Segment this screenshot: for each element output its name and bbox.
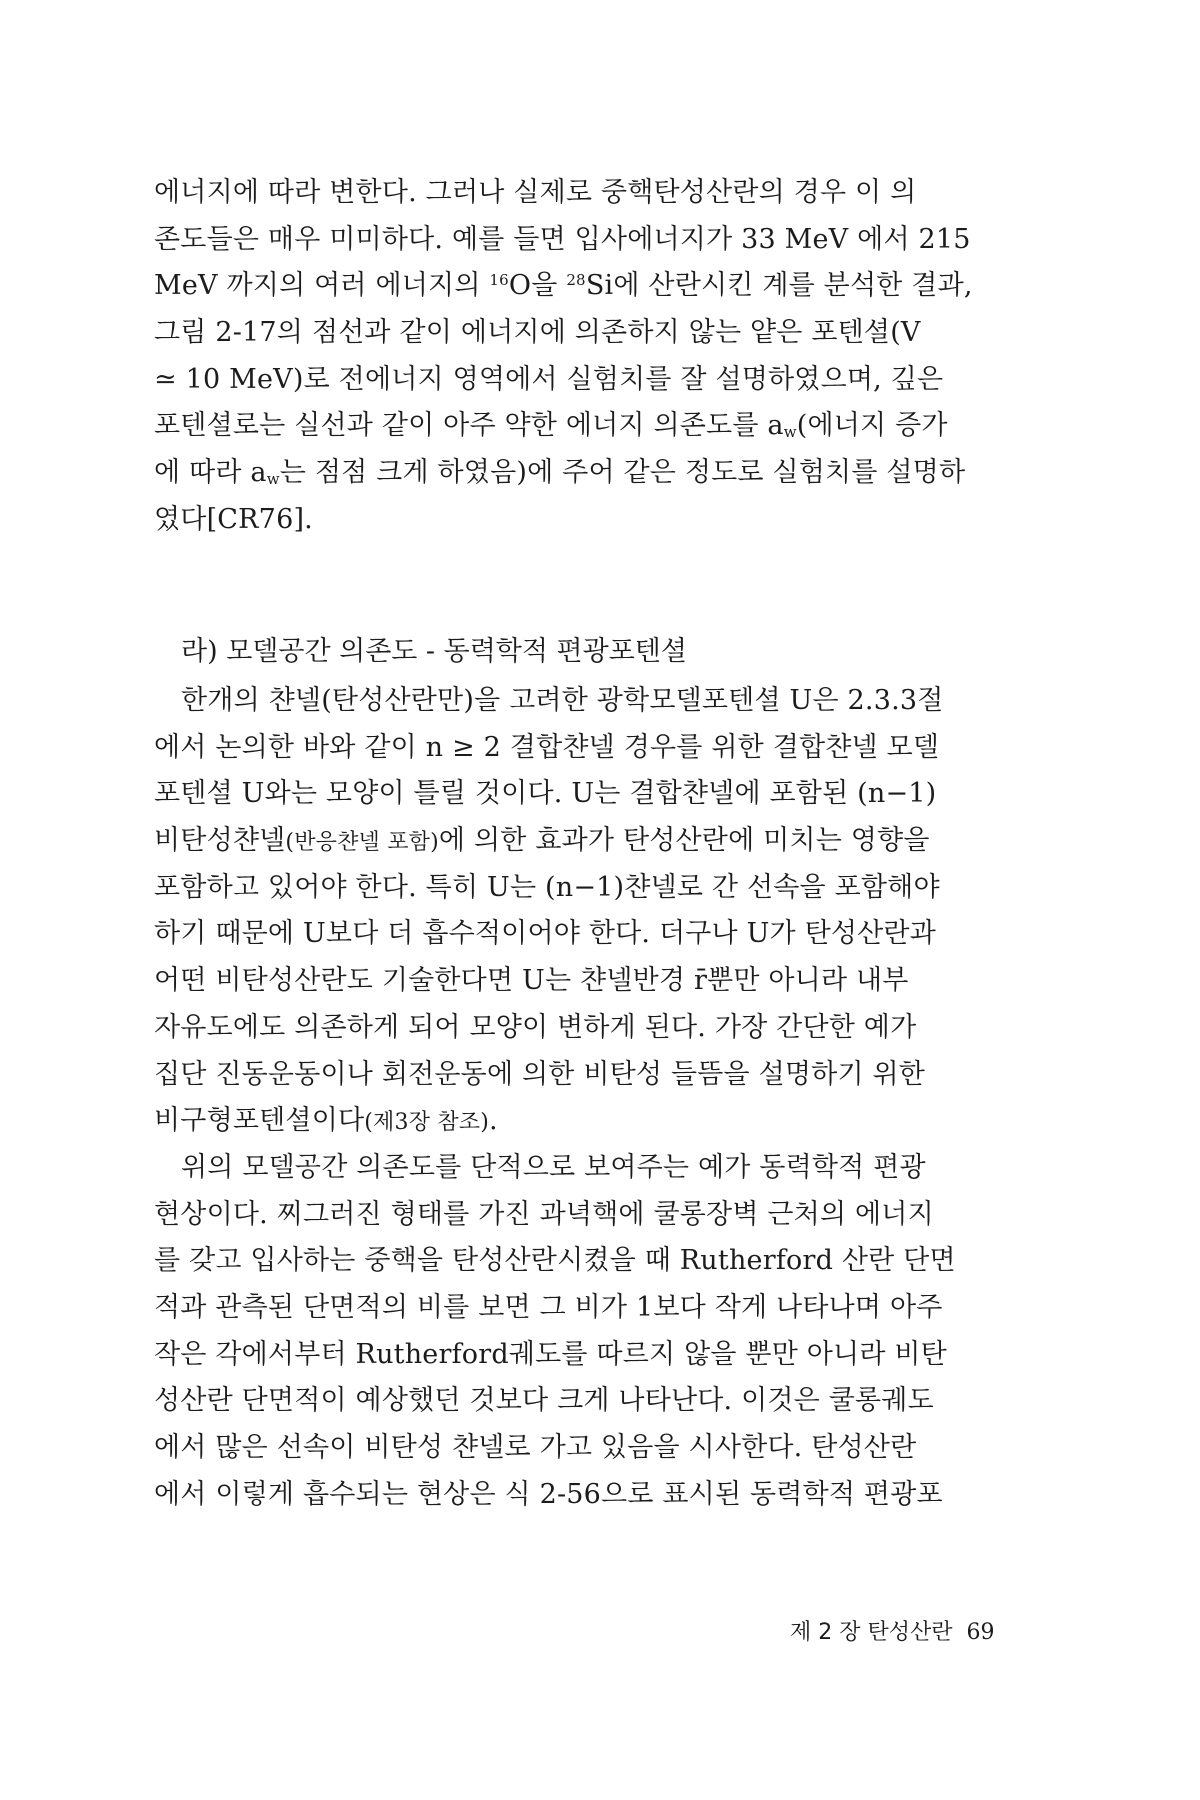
text-line: ≃ 10 MeV)로 전에너지 영역에서 실험치를 잘 설명하였으며, 깊은: [154, 363, 944, 395]
paragraph-2: [154, 678, 1034, 1145]
text-line: [154, 450, 1034, 497]
text-span: (제3장 참조): [364, 1110, 490, 1136]
text-line: 를 갖고 입사하는 중핵을 탄성산란시켰을 때 Rutherford 산란 단면: [154, 1245, 956, 1277]
page-footer: [790, 1615, 995, 1646]
text-span: (반응챤넬 포함): [285, 830, 439, 856]
text-span: 는 점점 크게 하였음)에 주어 같은 정도로 실험치를 설명하: [279, 457, 966, 489]
text-line: 한개의 챤넬(탄성산란만)을 고려한 광학모델포텐셜 U은 2.3.3절: [181, 685, 944, 716]
text-line: [154, 403, 1034, 450]
text-line: 적과 관측된 단면적의 비를 보면 그 비가 1보다 작게 나타나며 아주: [154, 1292, 943, 1324]
text-span: 에 의한 효과가 탄성산란에 미치는 영향을: [438, 825, 930, 857]
paragraph-1: [154, 170, 1034, 544]
text-line: 자유도에도 의존하게 되어 모양이 변하게 된다. 가장 간단한 예가: [154, 1011, 917, 1043]
text-line: [154, 263, 1034, 310]
text-line: 에서 많은 선속이 비탄성 챤넬로 가고 있음을 시사한다. 탄성산란: [154, 1432, 917, 1464]
text-span: MeV 까지의 여러 에너지의: [154, 270, 490, 302]
text-line: 하기 때문에 U보다 더 흡수적이어야 한다. 더구나 U가 탄성산란과: [154, 918, 937, 950]
text-span: 비구형포텐셜이다: [154, 1105, 365, 1137]
text-span: .: [489, 1105, 498, 1137]
text-line: 위의 모델공간 의존도를 단적으로 보여주는 예가 동력학적 편광: [181, 1152, 926, 1183]
isotope-mass-number: 28: [566, 271, 586, 290]
text-span: 포텐셜로는 실선과 같이 아주 약한 에너지 의존도를 a: [154, 410, 784, 442]
text-line: 성산란 단면적이 예상했던 것보다 크게 나타난다. 이것은 쿨롱궤도: [154, 1385, 934, 1417]
text-line: [154, 1098, 1034, 1145]
text-line: 집단 진동운동이나 회전운동에 의한 비탄성 들뜸을 설명하기 위한: [154, 1058, 926, 1090]
subscript: w: [783, 423, 797, 442]
text-span: O을: [508, 270, 567, 302]
chapter-title: 제 2 장 탄성산란: [790, 1620, 953, 1645]
text-line: 에서 이렇게 흡수되는 현상은 식 2-56으로 표시된 동력학적 편광포: [154, 1478, 943, 1510]
text-span: (에너지 증가: [796, 410, 948, 442]
text-line: 에서 논의한 바와 같이 n ≥ 2 결합챤넬 경우를 위한 결합챤넬 모델: [154, 731, 940, 763]
subscript: w: [266, 470, 280, 489]
text-span: 에 따라 a: [154, 457, 267, 489]
section-heading: 라) 모델공간 의존도 - 동력학적 편광포텐셜: [181, 636, 687, 667]
text-line: 현상이다. 찌그러진 형태를 가진 과녁핵에 쿨롱장벽 근처의 에너지: [154, 1198, 934, 1230]
text-line: [154, 818, 1034, 865]
text-line: 포함하고 있어야 한다. 특히 U는 (n−1)챤넬로 간 선속을 포함해야: [154, 871, 940, 903]
page-number: 69: [966, 1620, 995, 1645]
paragraph-3: [154, 1145, 1034, 1519]
text-line: 존도들은 매우 미미하다. 예를 들면 입사에너지가 33 MeV 에서 215: [154, 223, 971, 255]
text-line: 에너지에 따라 변한다. 그러나 실제로 중핵탄성산란의 경우 이 의: [154, 177, 917, 208]
isotope-mass-number: 16: [489, 271, 509, 290]
text-line: 그림 2-17의 점선과 같이 에너지에 의존하지 않는 얕은 포텐셜(V: [154, 317, 921, 349]
text-span: Si에 산란시킨 계를 분석한 결과,: [585, 270, 973, 302]
text-line: 어떤 비탄성산란도 기술한다면 U는 챤넬반경 r̄뿐만 아니라 내부: [154, 965, 909, 997]
text-line: 작은 각에서부터 Rutherford궤도를 따르지 않을 뿐만 아니라 비탄: [154, 1338, 947, 1370]
text-line: 였다[CR76].: [154, 503, 313, 535]
text-span: 비탄성챤넬: [154, 825, 286, 857]
text-line: 포텐셜 U와는 모양이 틀릴 것이다. U는 결합챤넬에 포함된 (n−1): [154, 778, 937, 810]
